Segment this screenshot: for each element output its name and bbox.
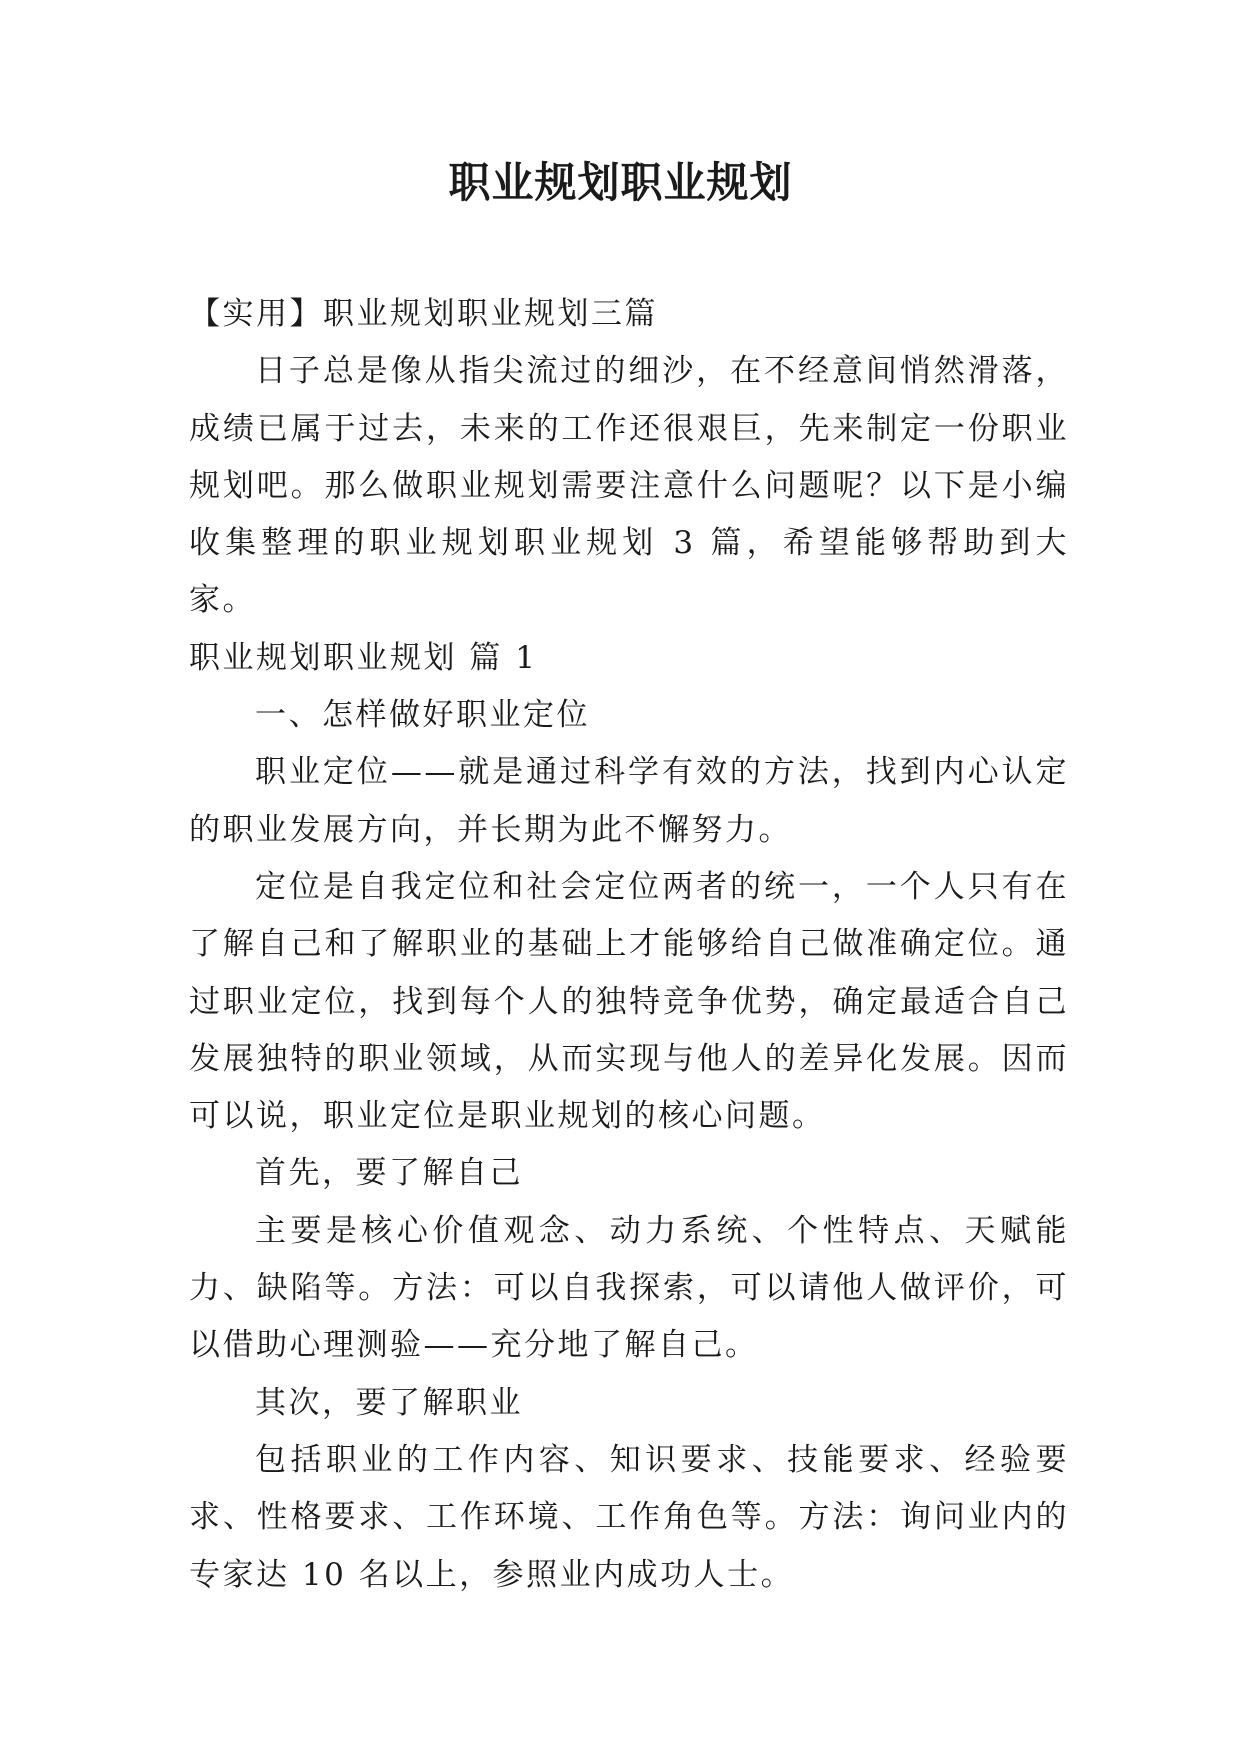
body-subheading: 其次，要了解职业 [255, 1384, 523, 1421]
document-body [189, 286, 1069, 1604]
section-heading: 职业规划职业规划 篇 1 [189, 639, 538, 676]
subtitle-line: 【实用】职业规划职业规划三篇 [189, 296, 658, 332]
document-title: 职业规划职业规划 [448, 158, 793, 207]
body-paragraph: 主要是核心价值观念、动力系统、个性特点、天赋能力、缺陷等。方法：可以自我探索，可以请他人做评价，可以借助心理测验——充分地了解自己。 [189, 1212, 1069, 1364]
body-paragraph: 定位是自我定位和社会定位两者的统一，一个人只有在了解自己和了解职业的基础上才能够给自己做准确定位。通过职业定位，找到每个人的独特竞争优势，确定最适合自己发展独特的职业领域，从而实现与他人的差异化发展。因而可以说，职业定位是职业规划的核心问题。 [189, 868, 1069, 1135]
body-paragraph: 包括职业的工作内容、知识要求、技能要求、经验要求、性格要求、工作环境、工作角色等。方法：询问业内的专家达 10 名以上，参照业内成功人士。 [189, 1441, 1069, 1593]
body-paragraph: 职业定位——就是通过科学有效的方法，找到内心认定的职业发展方向，并长期为此不懈努力。 [189, 754, 1069, 848]
body-subheading: 首先，要了解自己 [255, 1155, 523, 1192]
subsection-heading: 一、怎样做好职业定位 [255, 697, 590, 734]
intro-paragraph: 日子总是像从指尖流过的细沙，在不经意间悄然滑落，成绩已属于过去，未来的工作还很艰巨，先来制定一份职业规划吧。那么做职业规划需要注意什么问题呢？以下是小编收集整理的职业规划职业规划 3 篇，希望能够帮助到大家。 [189, 353, 1069, 619]
